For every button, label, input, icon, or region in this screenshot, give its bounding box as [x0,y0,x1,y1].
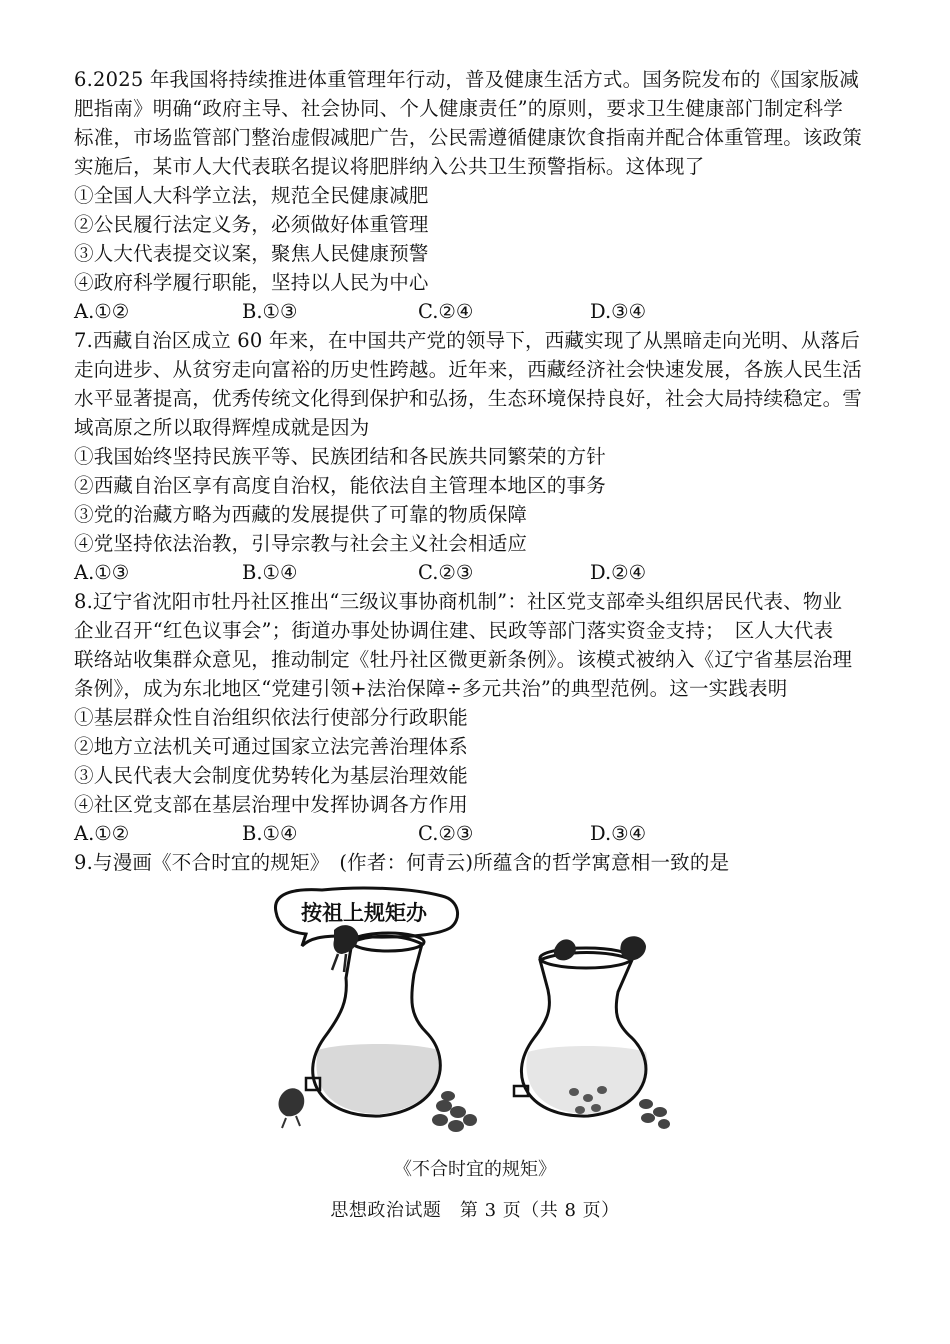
question-line: 水平显著提高，优秀传统文化得到保护和弘扬，生态环境保持良好，社会大局持续稳定。雪 [74,387,863,410]
question-6 [74,65,874,326]
question-line: ①我国始终坚持民族平等、民族团结和各民族共同繁荣的方针 [74,445,606,468]
speech-bubble-text: 按祖上规矩办 [301,901,427,925]
question-line: ②地方立法机关可通过国家立法完善治理体系 [74,735,469,758]
question-line: ②公民履行法定义务，必须做好体重管理 [74,213,429,236]
question-line: 实施后，某市人大代表联名提议将肥胖纳入公共卫生预警指标。这体现了 [74,155,705,178]
question-line: ③人大代表提交议案，聚焦人民健康预警 [74,242,429,265]
question-line: ④党坚持依法治教，引导宗教与社会主义社会相适应 [74,532,528,555]
answer-option-d: D.②④ [590,561,647,584]
question-line: ②西藏自治区享有高度自治权，能依法自主管理本地区的事务 [74,474,606,497]
question-line: 走向进步、从贫穷走向富裕的历史性跨越。近年来，西藏经济社会快速发展，各族人民生活 [74,358,863,381]
answer-options [74,297,874,326]
question-line: ③党的治藏方略为西藏的发展提供了可靠的物质保障 [74,503,528,526]
question-line: 域高原之所以取得辉煌成就是因为 [74,416,370,439]
answer-options [74,558,874,587]
answer-option-d: D.③④ [590,822,647,845]
right-flask [514,936,670,1129]
cartoon-caption: 《不合时宜的规矩》 [394,1159,556,1180]
question-line: 标准，市场监管部门整治虚假减肥广告，公民需遵循健康饮食指南并配合体重管理。该政策 [74,126,863,149]
question-line: ①全国人大科学立法，规范全民健康减肥 [74,184,429,207]
question-line: ④政府科学履行职能，坚持以人民为中心 [74,271,429,294]
question-line: ③人民代表大会制度优势转化为基层治理效能 [74,764,469,787]
question-stem-line: 6.2025 年我国将持续推进体重管理年行动，普及健康生活方式。国务院发布的《国家版减 [74,68,860,91]
question-8 [74,587,874,848]
answer-option-b: B.①④ [242,822,298,845]
question-7 [74,326,874,587]
question-stem-line: 7.西藏自治区成立 60 年来，在中国共产党的领导下，西藏实现了从黑暗走向光明、从落后 [74,329,860,352]
answer-option-a: A.①② [74,822,130,845]
question-9 [74,848,874,877]
answer-option-c: C.②③ [418,561,474,584]
question-line: 联络站收集群众意见，推动制定《牡丹社区微更新条例》。该模式被纳入《辽宁省基层治理 [74,648,853,671]
answer-option-b: B.①④ [242,561,298,584]
answer-option-a: A.①② [74,300,130,323]
question-line: ①基层群众性自治组织依法行使部分行政职能 [74,706,469,729]
question-line: 肥指南》明确“政府主导、社会协同、个人健康责任”的原则，要求卫生健康部门制定科学 [74,97,843,120]
page-footer: 思想政治试题 第 3 页（共 8 页） [330,1200,620,1221]
cartoon-illustration [262,882,682,1140]
question-line: ④社区党支部在基层治理中发挥协调各方作用 [74,793,469,816]
question-line: 条例》，成为东北地区“党建引领+法治保障÷多元共治”的典型范例。这一实践表明 [74,677,788,700]
question-line: 企业召开“红色议事会”；街道办事处协调住建、民政等部门落实资金支持； 区人大代表 [74,619,834,642]
answer-option-d: D.③④ [590,300,647,323]
question-stem-line: 9.与漫画《不合时宜的规矩》 (作者：何青云)所蕴含的哲学寓意相一致的是 [74,851,730,874]
answer-option-b: B.①③ [242,300,298,323]
answer-options [74,819,874,848]
left-flask [279,925,477,1132]
question-stem-line: 8.辽宁省沈阳市牡丹社区推出“三级议事协商机制”：社区党支部牵头组织居民代表、物业 [74,590,843,613]
answer-option-a: A.①③ [74,561,130,584]
answer-option-c: C.②③ [418,822,474,845]
answer-option-c: C.②④ [418,300,474,323]
